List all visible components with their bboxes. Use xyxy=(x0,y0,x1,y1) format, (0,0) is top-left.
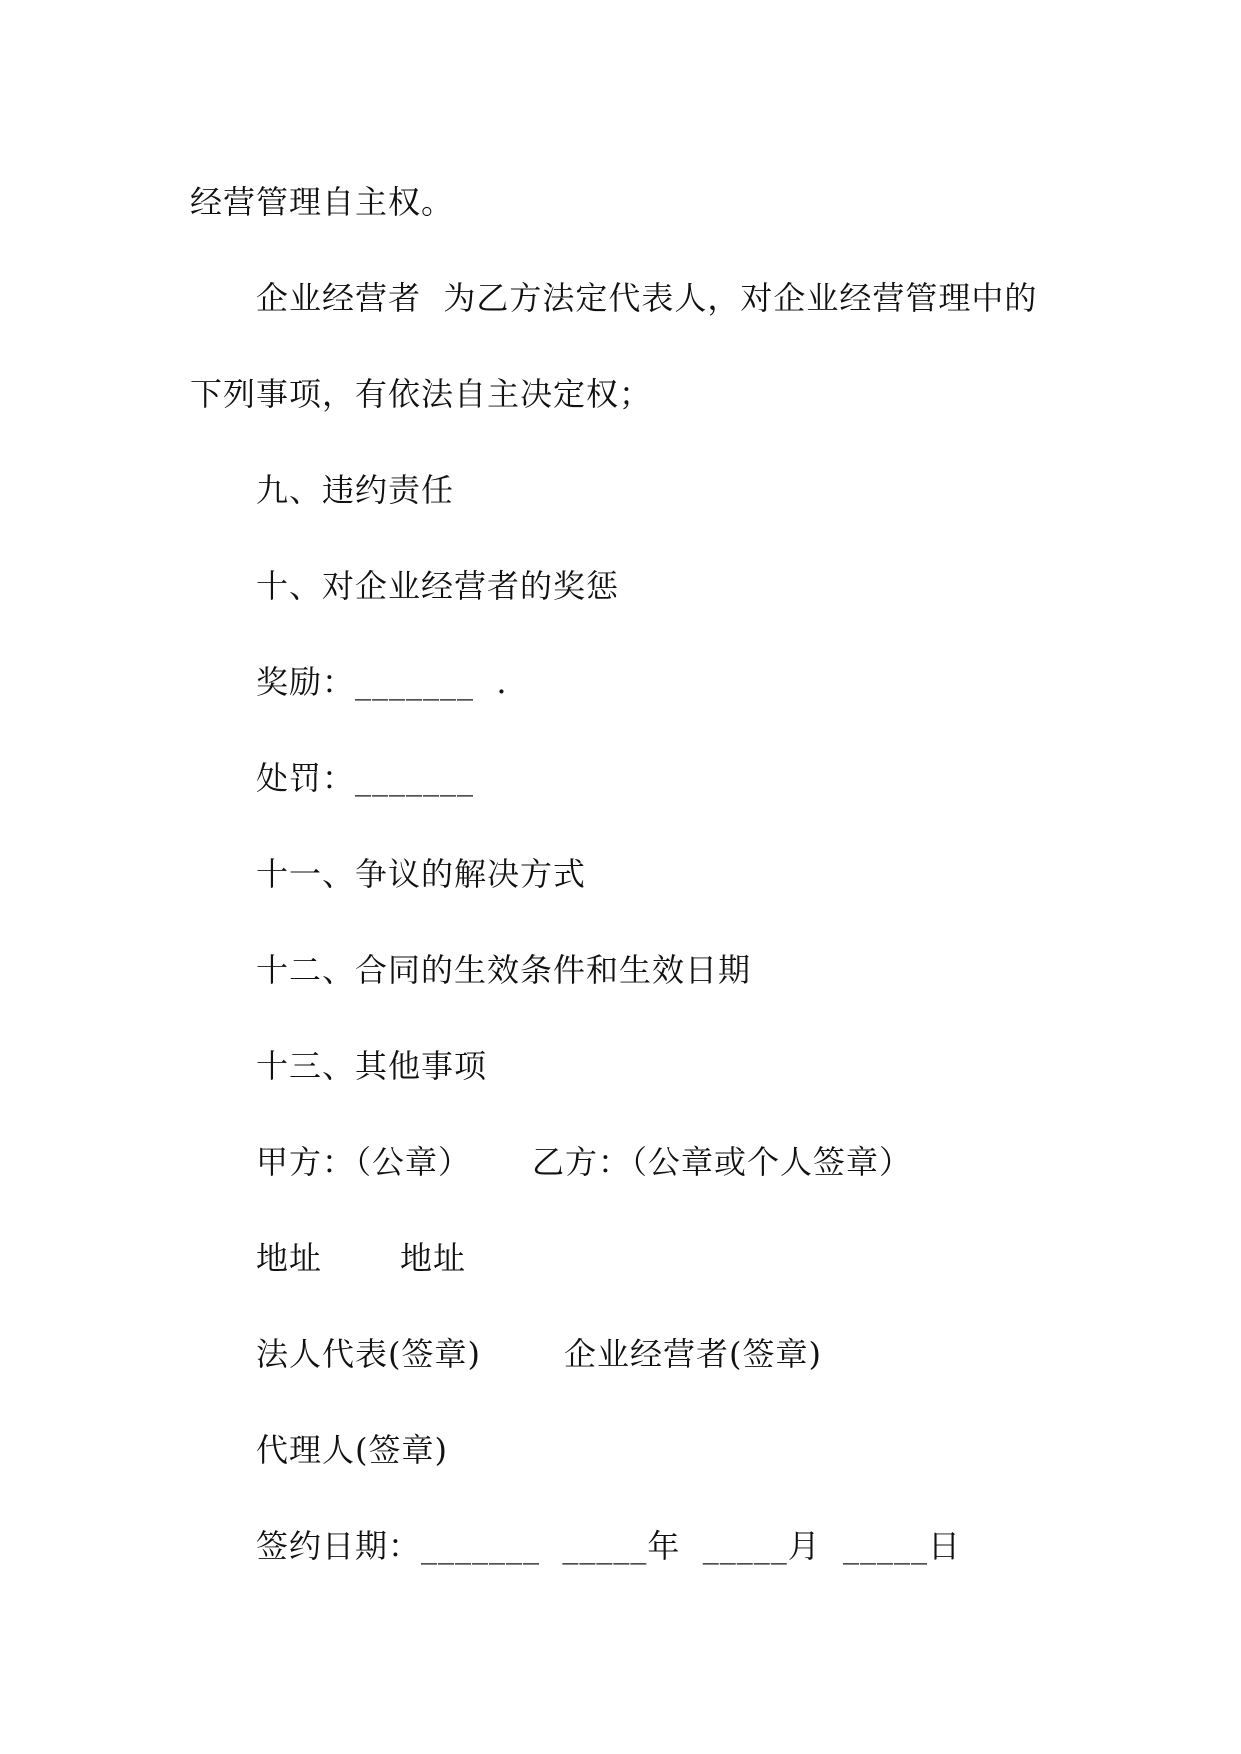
section-heading: 十三、其他事项 xyxy=(256,1047,488,1085)
paragraph-line: 下列事项，有依法自主决定权； xyxy=(190,375,653,413)
paragraph-line: 经营管理自主权。 xyxy=(190,183,455,221)
agent-signature: 代理人(签章) xyxy=(256,1431,448,1469)
party-a-signature: 甲方：（公章） xyxy=(256,1143,472,1181)
operator-signature: 企业经营者(签章) xyxy=(564,1335,822,1373)
sign-date-field: 签约日期：_______ _____年 _____月 _____日 xyxy=(256,1527,962,1565)
address-b-label: 地址 xyxy=(400,1239,467,1277)
address-a-label: 地址 xyxy=(256,1239,323,1277)
section-heading: 十、对企业经营者的奖惩 xyxy=(256,567,620,605)
paragraph-line: 企业经营者 为乙方法定代表人，对企业经营管理中的 xyxy=(256,279,1038,317)
legal-rep-signature: 法人代表(签章) xyxy=(256,1335,481,1373)
reward-field: 奖励：_______ . xyxy=(256,663,508,701)
section-heading: 十一、争议的解决方式 xyxy=(256,855,587,893)
section-heading: 九、违约责任 xyxy=(256,471,455,509)
penalty-field: 处罚：_______ xyxy=(256,759,475,797)
section-heading: 十二、合同的生效条件和生效日期 xyxy=(256,951,752,989)
party-b-signature: 乙方：（公章或个人签章） xyxy=(532,1143,913,1181)
